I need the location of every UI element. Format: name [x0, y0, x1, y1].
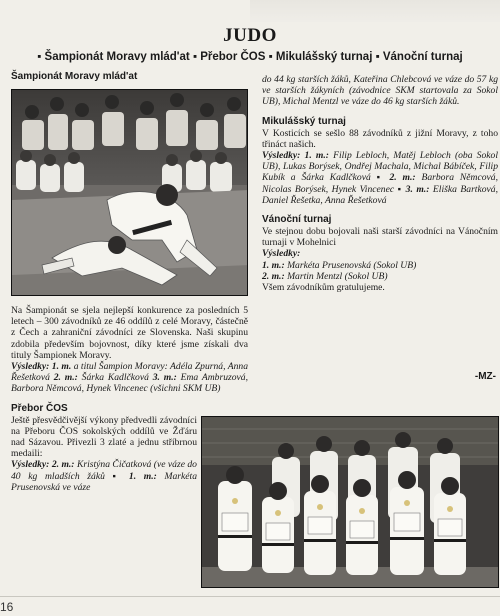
place-label: 3. m.: [152, 372, 177, 384]
mikulas-paragraph: V Kosticích se sešlo 88 závodníků z jižní Moravy, z toho třináct našich. [262, 127, 498, 150]
mikulas-results [262, 150, 498, 206]
place-label: 3. m.: [405, 183, 430, 195]
vanocni-line1 [262, 260, 498, 271]
page-number: 16 [0, 600, 14, 614]
results-text: Martin Mentzl (Sokol UB) [287, 270, 388, 282]
article-title: JUDO [223, 25, 277, 46]
sampionat-paragraph: Na Šampionát se sjela nejlepší konkurence za posledních 5 letech – 300 závodníků ze 46 oddílů z celé Moravy, částečně z Čech a zahraniční závodníci ze Slovenska. Naši skupinu zdobila především bojovnost, díky které jsme získali dva tituly Šampionek Moravy. [11, 305, 248, 361]
section-title-prebor: Přebor ČOS [11, 402, 68, 414]
continued-paragraph [262, 74, 498, 108]
place-label: 2. m.: [53, 372, 78, 384]
sampionat-results [11, 361, 248, 395]
vanocni-results-label [262, 248, 498, 259]
prebor-paragraph: Ještě přesvědčivější výkony předvedli závodníci na Přeboru ČOS sokolských oddílů ve Žďáru nad Sázavou. Přivezli 3 zlaté a jednu stříbrnou medaili: [11, 414, 197, 460]
place-label: 2. m.: [262, 270, 285, 282]
photo-judo-match [11, 89, 248, 296]
results-text: Kristýna Čičatková (ve váze do 40 kg mladších žáků ▪ [11, 459, 197, 482]
results-text: Ema Ambruzová, Barbora Němcová, Hynek Vincenec (všichni SKM UB) [11, 372, 248, 395]
continued-text: do 44 kg starších žáků, Kateřina Chlebcová ve váze do 57 kg ve starších žákyních (závodnice SKM startovala za Sokol UB), Michal Mentzl ve váze do 46 kg starších žáků. [262, 74, 498, 108]
place-label: 2. m.: [51, 459, 75, 471]
results-text: Markéta Prusenovská (Sokol UB) [287, 259, 417, 271]
bleed-through-area [250, 0, 500, 22]
results-text: Filip Lebloch, Matěj Lebloch (oba Sokol UB), Lukas Borýsek, Ondřej Machala, Michal Bábíček, Filip Kubík a Šárka Kadlčková ▪ [262, 150, 498, 184]
results-text: a titul Šampion Moravy: Adéla Zpurná, Anna Řešetková [11, 361, 248, 384]
results-text: Barbora Němcová, Nicolas Borýsek, Hynek Vincenec ▪ [262, 172, 498, 195]
place-label: 1. m.: [262, 259, 285, 271]
article-header [0, 26, 500, 65]
judo-match-image [12, 90, 248, 296]
vanocni-line2 [262, 271, 498, 282]
place-label: 1. m.: [128, 470, 157, 482]
vanocni-paragraph: Ve stejnou dobu bojovali naši starší závodníci na Vánočním turnaji v Mohelnici [262, 226, 498, 249]
results-label: Výsledky: [11, 361, 50, 373]
section-title-sampionat: Šampionát Moravy mlád'at [11, 71, 138, 82]
results-text: Markéta Prusenovská ve váze [11, 470, 197, 493]
place-label: 1. m. [51, 361, 72, 373]
results-label: Výsledky: [262, 248, 301, 260]
prebor-results [11, 459, 197, 493]
place-label: 1. m.: [304, 150, 329, 162]
results-label: Výsledky: [262, 150, 301, 162]
section-title-mikulas: Mikulášský turnaj [262, 115, 346, 127]
vanocni-closing: Všem závodníkům gratulujeme. [262, 282, 385, 294]
photo-medal-winners [201, 416, 499, 588]
article-subtitle: ▪ Šampionát Moravy mlád'at ▪ Přebor ČOS ▪ Mikulášský turnaj ▪ Vánoční turnaj [37, 51, 463, 63]
footer-rule [0, 596, 500, 597]
results-text: Šárka Kadlčková [81, 372, 149, 384]
right-column [262, 74, 498, 293]
medal-winners-image [202, 417, 499, 588]
section-title-vanocni: Vánoční turnaj [262, 214, 332, 226]
author-signature: -MZ- [474, 371, 496, 382]
place-label: 2. m.: [389, 172, 416, 184]
results-label: Výsledky: [11, 459, 50, 471]
results-text: Eliška Bartková, Daniel Řešetka, Anna Řešetková [262, 183, 498, 206]
